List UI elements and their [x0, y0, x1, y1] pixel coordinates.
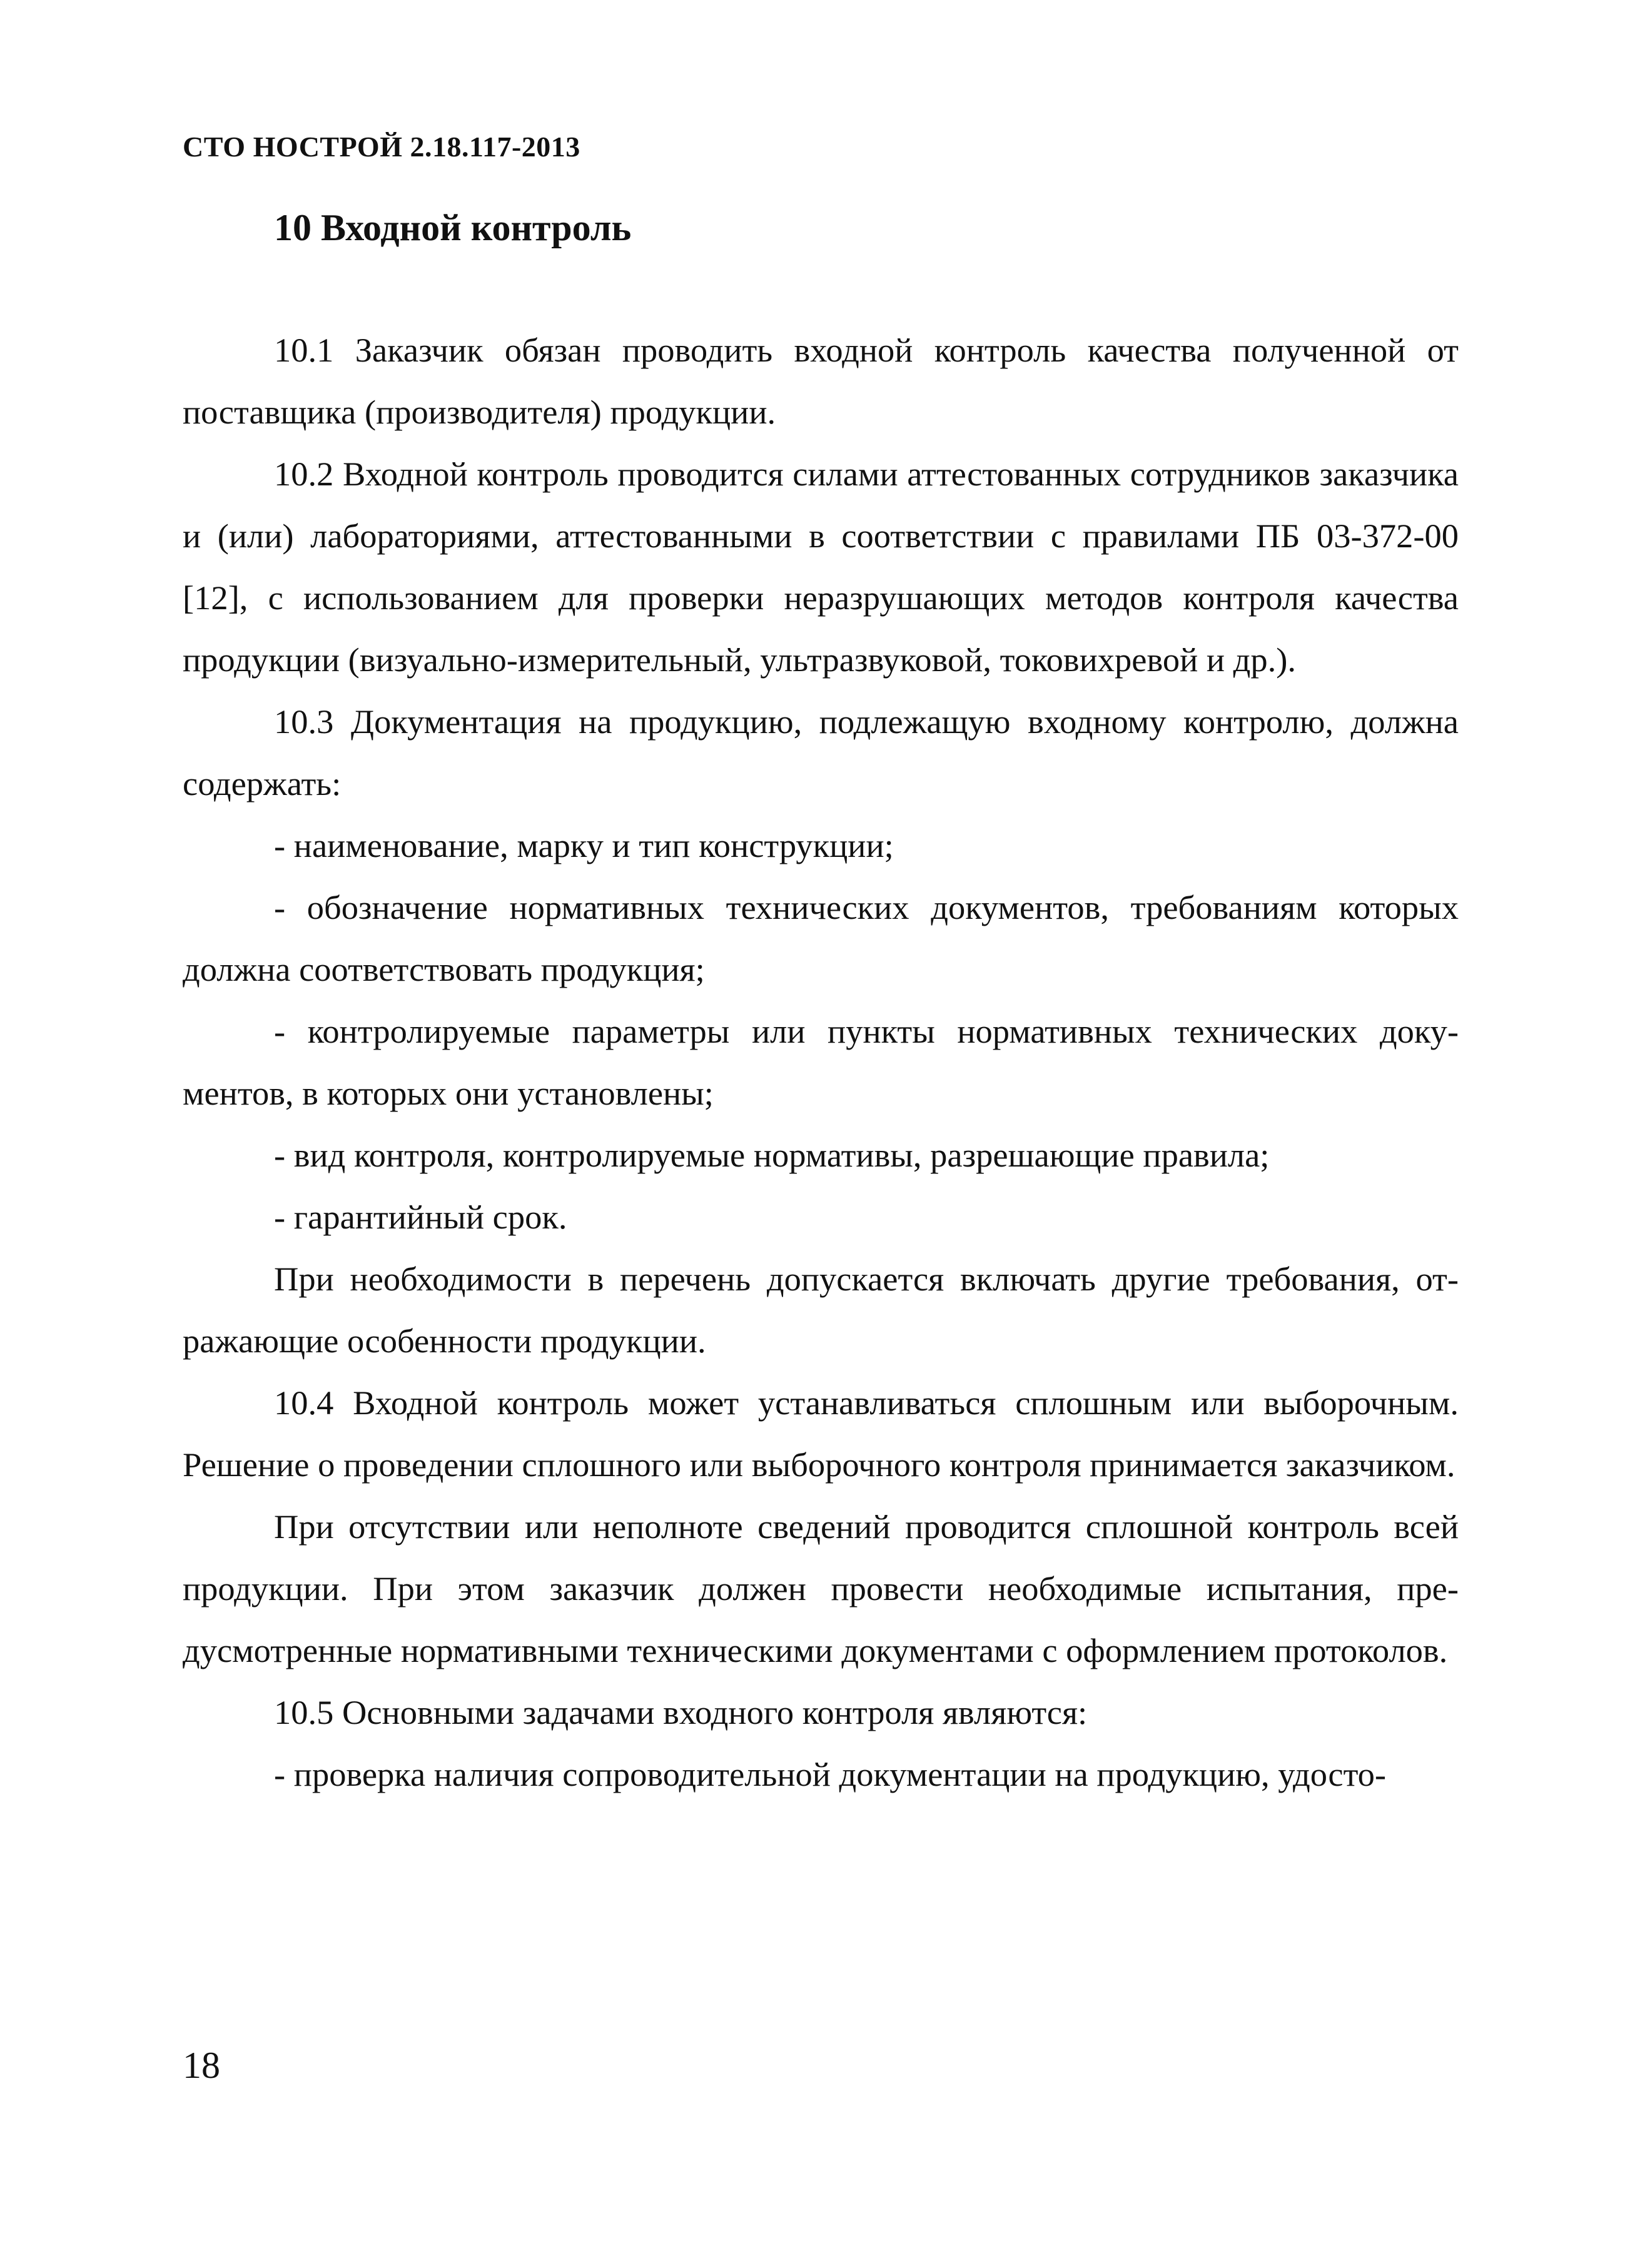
- list-item: - гарантийный срок.: [274, 1198, 567, 1236]
- paragraph-10-3: 10.3 Документация на продукцию, подлежащую входному контролю, должна содержать:: [183, 702, 1459, 802]
- page-number: 18: [183, 2045, 220, 2086]
- list-item: - вид контроля, контролируемые нормативы, разрешающие правила;: [274, 1136, 1270, 1174]
- list-item: - обозначение нормативных технических документов, требованиям которых должна соответствовать продукция;: [183, 888, 1459, 988]
- paragraph-additional-requirements: При необходимости в перечень допускается включать другие требования, отражающие особенности продукции.: [183, 1260, 1459, 1360]
- paragraph-10-5: 10.5 Основными задачами входного контроля являются:: [274, 1693, 1088, 1731]
- body-text: [183, 319, 1459, 1805]
- list-item: - наименование, марку и тип конструкции;: [274, 826, 894, 864]
- paragraph-full-control: При отсутствии или неполноте сведений проводится сплошной контроль всей продукции. При этом заказчик должен провести необходимые испытания, предусмотренные нормативными техническими документами с оформлением протоколов.: [183, 1507, 1459, 1669]
- standard-header: СТО НОСТРОЙ 2.18.117-2013: [183, 131, 580, 163]
- section-title: 10 Входной контроль: [274, 207, 632, 248]
- paragraph-10-1: 10.1 Заказчик обязан проводить входной контроль качества полученной от поставщика (производителя) продукции.: [183, 331, 1459, 431]
- list-item: - контролируемые параметры или пункты нормативных технических документов, в которых они установлены;: [183, 1012, 1459, 1112]
- paragraph-10-4: 10.4 Входной контроль может устанавливаться сплошным или выборочным. Решение о проведении сплошного или выборочного контроля принимается заказчиком.: [183, 1384, 1459, 1484]
- paragraph-10-2: 10.2 Входной контроль проводится силами аттестованных сотрудников заказчика и (или) лабораториями, аттестованными в соответствии с правилами ПБ 03-372-00 [12], с использованием для проверки неразрушающих методов контроля качества продукции (визуально-измерительный, ультразвуковой, токовихревой и др.).: [183, 455, 1459, 679]
- list-item: - проверка наличия сопроводительной документации на продукцию, удосто-: [274, 1755, 1387, 1793]
